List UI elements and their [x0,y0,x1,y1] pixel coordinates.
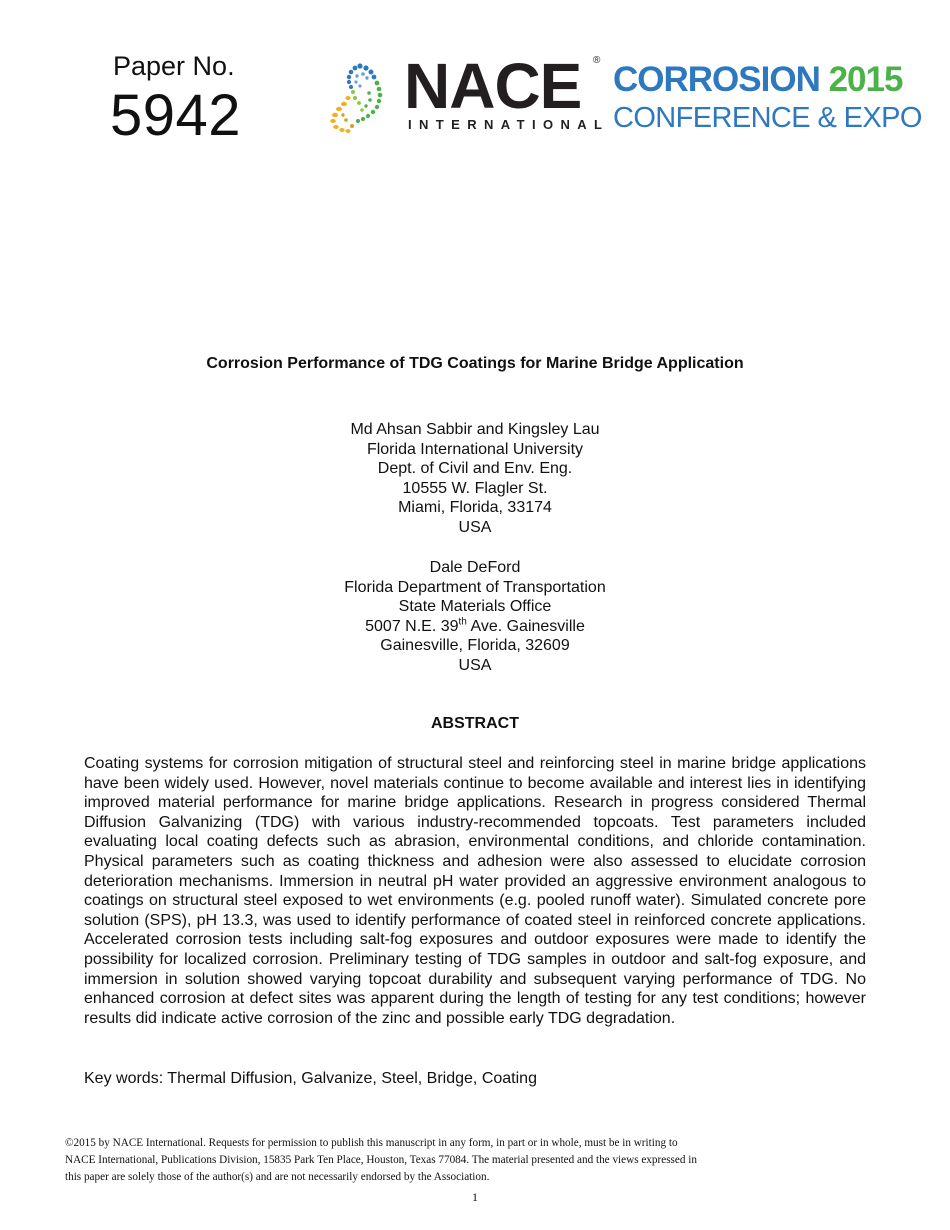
author-street: 10555 W. Flagler St. [402,479,548,497]
author-block [0,420,950,537]
author-city: Gainesville, Florida, 32609 [380,637,570,654]
nace-leaf-emblem-icon [322,60,402,135]
copyright-line: this paper are solely those of the author(s) and are not necessarily endorsed by the Association. [65,1170,490,1183]
author-street [0,617,950,637]
author-country: USA [458,518,492,536]
conference-name-corrosion: CORROSION [613,60,820,99]
author-department: Dept. of Civil and Env. Eng. [377,460,573,477]
author-country: USA [458,656,492,674]
nace-logo [322,50,610,135]
abstract-body: Coating systems for corrosion mitigation of structural steel and reinforcing steel in marine bridge applications have been widely used. However, novel materials continue to become available and interest lies in identifying improved material performance for marine bridge applications. Research in progress considered Thermal Diffusion Galvanizing (TDG) with various industry-recommended topcoats. Test parameters included evaluating local coating defects such as abrasion, environmental conditions, and chloride contamination. Physical parameters such as coating thickness and adhesion were also assessed to elucidate corrosion deterioration mechanisms. Immersion in neutral pH water provided an aggressive environment analogous to coatings on structural steel exposed to wet environments (e.g. pooled runoff water). Simulated concrete pore solution (SPS), pH 13.3, was used to identify performance of coated steel in reinforced concrete applications. Accelerated corrosion tests including salt-fog exposures and outdoor exposures were made to identify the possibility for localized corrosion. Preliminary testing of TDG samples in outdoor and salt-fog exposure, and immersion in solution showed varying topcoat durability and subsequent varying performance of TDG. No enhanced corrosion at defect sites was apparent during the length of testing for any test conditions; however results did indicate active corrosion of the zinc and possible early TDG degradation. [84,755,866,1027]
copyright-line: NACE International, Publications Division, 15835 Park Ten Place, Houston, Texas 77084. The material presented and the views expressed in [65,1153,697,1166]
author-institution: Florida Department of Transportation [344,578,606,596]
nace-wordmark: NACE [404,50,582,122]
conference-name [613,60,902,100]
author-block [0,558,950,675]
author-department: State Materials Office [398,598,552,615]
page-number: 1 [472,1190,478,1204]
copyright-notice [65,1135,785,1185]
conference-subtitle: CONFERENCE & EXPO [613,102,922,134]
author-city: Miami, Florida, 33174 [398,499,552,516]
author-street-ordinal: th [458,616,467,628]
author-names: Md Ahsan Sabbir and Kingsley Lau [350,421,600,438]
paper-number-value: 5942 [110,83,242,148]
keywords: Key words: Thermal Diffusion, Galvanize, Steel, Bridge, Coating [84,1070,537,1087]
author-street-suffix: Ave. Gainesville [466,617,585,635]
conference-year: 2015 [828,60,903,99]
nace-international-subtitle: INTERNATIONAL [408,117,610,132]
author-institution: Florida International University [366,440,584,458]
paper-number-label: Paper No. [113,51,235,81]
copyright-line: ©2015 by NACE International. Requests for permission to publish this manuscript in any form, in part or in whole, must be in writing to [65,1137,678,1149]
author-names: Dale DeFord [429,559,521,576]
registered-mark: ® [593,55,601,66]
abstract-heading: ABSTRACT [431,715,519,732]
author-street-prefix: 5007 N.E. 39 [365,617,459,635]
paper-title: Corrosion Performance of TDG Coatings for Marine Bridge Application [206,355,744,372]
